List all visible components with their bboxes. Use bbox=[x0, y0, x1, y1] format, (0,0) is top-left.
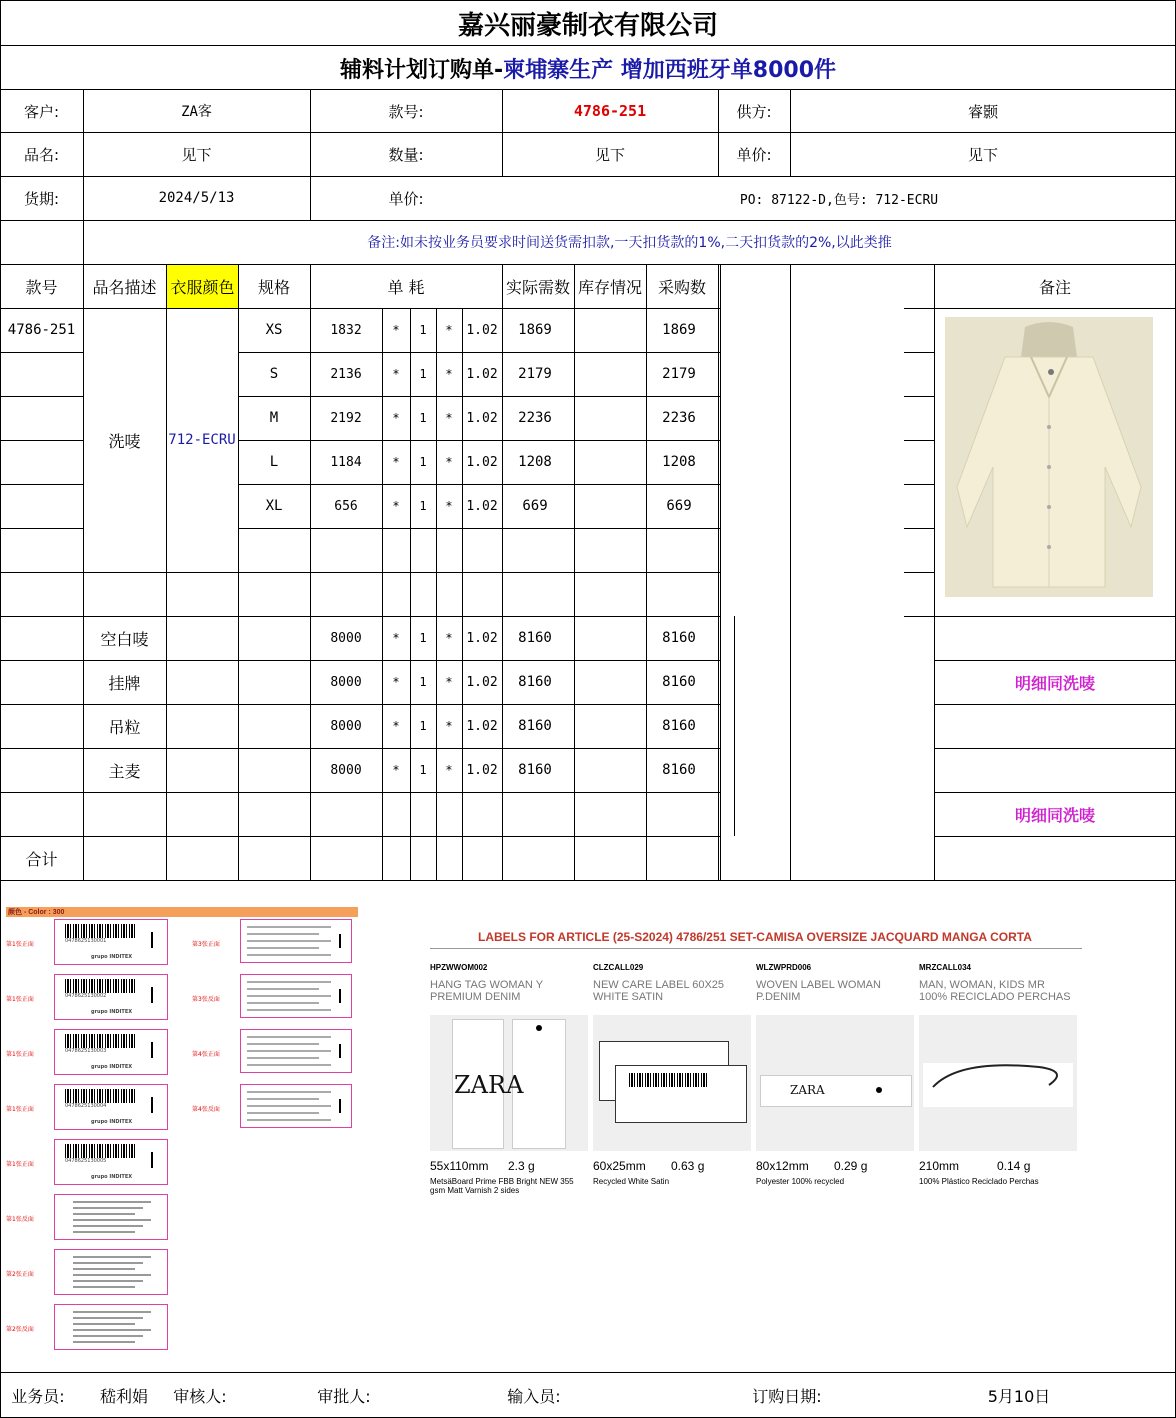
multiply-sign: * bbox=[445, 499, 453, 513]
article-code: MRZCALL034 bbox=[919, 963, 972, 972]
col-color: 衣服颜色 bbox=[167, 265, 238, 308]
barcode-number: 0478625130004 bbox=[65, 1103, 107, 1109]
zara-logo: ZARA bbox=[790, 1083, 825, 1097]
article-name-2: PREMIUM DENIM bbox=[430, 991, 521, 1003]
rate-cell: 1.02 bbox=[466, 762, 498, 778]
garment-photo bbox=[945, 317, 1153, 597]
size-cell: M bbox=[269, 410, 279, 426]
sales-value: 嵇利娟 bbox=[99, 1386, 148, 1406]
article-labels-image bbox=[384, 905, 1124, 1240]
article-material-2: gsm Matt Varnish 2 sides bbox=[430, 1186, 520, 1195]
label-side-text: 第3张正面 bbox=[192, 941, 220, 948]
factor-cell: 1 bbox=[419, 631, 427, 645]
label-card bbox=[54, 1029, 168, 1075]
article-name-2: WHITE SATIN bbox=[593, 991, 664, 1003]
actual-qty-cell: 8160 bbox=[518, 674, 552, 690]
article-size: 55x110mm bbox=[430, 1159, 489, 1173]
label-card bbox=[54, 1304, 168, 1350]
article-size: 60x25mm bbox=[593, 1159, 646, 1173]
purchase-qty-cell: 669 bbox=[666, 498, 692, 514]
multiply-sign: * bbox=[445, 367, 453, 381]
label-sheet-image bbox=[2, 883, 358, 1361]
rate-cell: 1.02 bbox=[466, 630, 498, 646]
article-weight: 0.14 g bbox=[997, 1159, 1031, 1173]
purchase-qty-cell: 2236 bbox=[662, 410, 696, 426]
barcode bbox=[65, 924, 135, 938]
brand-text: grupo INDITEX bbox=[91, 1064, 133, 1070]
label-card bbox=[240, 919, 352, 963]
article-name-1: WOVEN LABEL WOMAN bbox=[756, 979, 881, 991]
order-qty-cell: 1184 bbox=[330, 454, 362, 470]
multiply-sign: * bbox=[445, 455, 453, 469]
multiply-sign: * bbox=[392, 323, 400, 337]
article-preview bbox=[593, 1015, 751, 1151]
purchase-qty-cell: 8160 bbox=[662, 674, 696, 690]
article-material-1: Recycled White Satin bbox=[593, 1177, 670, 1186]
purchase-qty-cell: 8160 bbox=[662, 762, 696, 778]
multiply-sign: * bbox=[445, 631, 453, 645]
article-weight: 0.63 g bbox=[671, 1159, 705, 1173]
article-name-1: NEW CARE LABEL 60X25 bbox=[593, 979, 725, 991]
label-card bbox=[54, 974, 168, 1020]
label-side-text: 第3张反面 bbox=[192, 996, 220, 1003]
col-style: 款号 bbox=[25, 277, 58, 297]
actual-qty-cell: 8160 bbox=[518, 718, 552, 734]
article-size: 210mm bbox=[919, 1159, 960, 1173]
label-card bbox=[54, 1084, 168, 1130]
multiply-sign: * bbox=[392, 367, 400, 381]
approver-label: 审批人: bbox=[317, 1386, 371, 1406]
barcode bbox=[65, 1034, 135, 1048]
article-name-2: 100% RECICLADO PERCHAS bbox=[919, 991, 1071, 1003]
article-material-1: MetsäBoard Prime FBB Bright NEW 355 bbox=[430, 1177, 574, 1186]
label-card bbox=[54, 1139, 168, 1185]
supplier-value: 睿颢 bbox=[967, 102, 998, 121]
sales-label: 业务员: bbox=[11, 1386, 65, 1406]
article-title: LABELS FOR ARTICLE (25-S2024) 4786/251 SET-CAMISA OVERSIZE JACQUARD MANGA CORTA bbox=[478, 930, 1032, 944]
article-weight: 0.29 g bbox=[834, 1159, 868, 1173]
factor-cell: 1 bbox=[419, 367, 427, 381]
order-qty-cell: 2192 bbox=[330, 410, 362, 426]
multiply-sign: * bbox=[392, 499, 400, 513]
article-preview bbox=[430, 1015, 588, 1151]
company-title: 嘉兴丽豪制衣有限公司 bbox=[457, 10, 718, 41]
unit-price-value: 见下 bbox=[967, 145, 998, 164]
product-label: 品名: bbox=[23, 145, 60, 164]
multiply-sign: * bbox=[445, 763, 453, 777]
delivery-label: 货期: bbox=[23, 189, 60, 208]
order-title bbox=[0, 46, 1176, 90]
size-cell: L bbox=[269, 454, 279, 470]
reviewer-label: 审核人: bbox=[173, 1386, 227, 1406]
barcode-number: 0478625130005 bbox=[65, 1158, 107, 1164]
qty-value: 见下 bbox=[594, 145, 625, 164]
label-side-text: 第2张正面 bbox=[6, 1271, 34, 1278]
rate-cell: 1.02 bbox=[466, 498, 498, 514]
brand-text: grupo INDITEX bbox=[91, 1174, 133, 1180]
rate-cell: 1.02 bbox=[466, 718, 498, 734]
order-qty-cell: 8000 bbox=[330, 762, 362, 778]
article-material-1: Polyester 100% recycled bbox=[756, 1177, 845, 1186]
supplier-label: 供方: bbox=[736, 102, 772, 121]
purchase-qty-cell: 1869 bbox=[662, 322, 696, 338]
qty-label: 数量: bbox=[388, 145, 424, 164]
multiply-sign: * bbox=[392, 675, 400, 689]
multiply-sign: * bbox=[392, 411, 400, 425]
article-material-1: 100% Plástico Reciclado Perchas bbox=[919, 1177, 1039, 1186]
label-side-text: 第1张正面 bbox=[6, 1106, 34, 1113]
color-header: 颜色 - Color : 300 bbox=[8, 909, 65, 916]
note-text: 备注:如未按业务员要求时间送货需扣款,一天扣货款的1%,二天扣货款的2%,以此类推 bbox=[367, 235, 892, 251]
order-qty-cell: 8000 bbox=[330, 674, 362, 690]
col-desc: 品名描述 bbox=[92, 277, 157, 297]
extra-remark: 明细同洗唛 bbox=[1014, 805, 1095, 825]
label-card bbox=[54, 1194, 168, 1240]
actual-qty-cell: 1869 bbox=[518, 322, 552, 338]
col-size: 规格 bbox=[257, 277, 290, 297]
actual-qty-cell: 2179 bbox=[518, 366, 552, 382]
purchase-qty-cell: 8160 bbox=[662, 718, 696, 734]
item-remark-cell: 明细同洗唛 bbox=[1014, 673, 1095, 693]
label-side-text: 第1张正面 bbox=[6, 1051, 34, 1058]
unit-price-label: 单价: bbox=[736, 145, 772, 164]
col-consumption: 单 耗 bbox=[387, 277, 425, 297]
label-side-text: 第1张正面 bbox=[6, 1161, 34, 1168]
main-style-no: 4786-251 bbox=[7, 322, 76, 338]
item-desc-cell: 空白唛 bbox=[100, 629, 149, 649]
article-size: 80x12mm bbox=[756, 1159, 809, 1173]
article-code: HPZWWOM002 bbox=[430, 963, 488, 972]
barcode-number: 0478625130002 bbox=[65, 993, 107, 999]
delivery-value: 2024/5/13 bbox=[158, 190, 235, 206]
multiply-sign: * bbox=[445, 411, 453, 425]
actual-qty-cell: 8160 bbox=[518, 630, 552, 646]
actual-qty-cell: 669 bbox=[522, 498, 548, 514]
multiply-sign: * bbox=[445, 323, 453, 337]
multiply-sign: * bbox=[392, 763, 400, 777]
purchase-qty-cell: 2179 bbox=[662, 366, 696, 382]
article-name-2: P.DENIM bbox=[756, 991, 801, 1003]
rate-cell: 1.02 bbox=[466, 454, 498, 470]
factor-cell: 1 bbox=[419, 675, 427, 689]
multiply-sign: * bbox=[392, 455, 400, 469]
customer-label: 客户: bbox=[23, 102, 60, 121]
multiply-sign: * bbox=[445, 675, 453, 689]
purchase-qty-cell: 8160 bbox=[662, 630, 696, 646]
actual-qty-cell: 2236 bbox=[518, 410, 552, 426]
article-name-1: HANG TAG WOMAN Y bbox=[430, 979, 544, 991]
order-title-prefix: 辅料计划订购单- bbox=[339, 57, 504, 83]
rate-cell: 1.02 bbox=[466, 322, 498, 338]
order-qty-cell: 8000 bbox=[330, 630, 362, 646]
label-side-text: 第4张正面 bbox=[192, 1051, 220, 1058]
article-weight: 2.3 g bbox=[508, 1159, 535, 1173]
order-date-value: 5月10日 bbox=[987, 1386, 1051, 1406]
multiply-sign: * bbox=[445, 719, 453, 733]
label-card bbox=[54, 919, 168, 965]
style-value: 4786-251 bbox=[573, 102, 647, 120]
brand-text: grupo INDITEX bbox=[91, 954, 133, 960]
order-qty-cell: 656 bbox=[334, 498, 358, 514]
total-label: 合计 bbox=[25, 849, 58, 869]
article-preview bbox=[919, 1015, 1077, 1151]
product-value: 见下 bbox=[181, 145, 212, 164]
factor-cell: 1 bbox=[419, 455, 427, 469]
order-date-label: 订购日期: bbox=[752, 1386, 822, 1406]
factor-cell: 1 bbox=[419, 323, 427, 337]
item-desc-cell: 挂牌 bbox=[108, 673, 141, 693]
item-desc-cell: 主麦 bbox=[108, 761, 141, 781]
barcode-number: 0478625130003 bbox=[65, 1048, 107, 1054]
main-color: 712-ECRU bbox=[168, 432, 236, 448]
brand-text: grupo INDITEX bbox=[91, 1009, 133, 1015]
price-label-2: 单价: bbox=[388, 189, 424, 208]
entry-label: 输入员: bbox=[507, 1386, 561, 1406]
label-card bbox=[240, 1029, 352, 1073]
rate-cell: 1.02 bbox=[466, 410, 498, 426]
order-qty-cell: 1832 bbox=[330, 322, 362, 338]
label-side-text: 第4张反面 bbox=[192, 1106, 220, 1113]
label-side-text: 第1张正面 bbox=[6, 996, 34, 1003]
label-card bbox=[240, 1084, 352, 1128]
barcode-number: 0478625130001 bbox=[65, 938, 107, 944]
multiply-sign: * bbox=[392, 719, 400, 733]
article-code: WLZWPRD006 bbox=[756, 963, 812, 972]
article-code: CLZCALL029 bbox=[593, 963, 644, 972]
label-side-text: 第1张反面 bbox=[6, 1216, 34, 1223]
factor-cell: 1 bbox=[419, 499, 427, 513]
brand-text: grupo INDITEX bbox=[91, 1119, 133, 1125]
size-cell: XS bbox=[265, 322, 283, 338]
main-desc: 洗唛 bbox=[108, 431, 141, 451]
factor-cell: 1 bbox=[419, 411, 427, 425]
order-qty-cell: 2136 bbox=[330, 366, 362, 382]
col-purchase: 采购数 bbox=[657, 277, 706, 297]
customer-value: ZA客 bbox=[181, 104, 212, 120]
barcode bbox=[65, 1089, 135, 1103]
zara-logo: ZARA bbox=[454, 1071, 524, 1099]
po-value: PO: 87122-D,色号: 712-ECRU bbox=[739, 192, 939, 208]
item-desc-cell: 吊粒 bbox=[108, 717, 141, 737]
label-side-text: 第2张反面 bbox=[6, 1326, 34, 1333]
factor-cell: 1 bbox=[419, 763, 427, 777]
order-qty-cell: 8000 bbox=[330, 718, 362, 734]
size-cell: XL bbox=[265, 498, 283, 514]
label-side-text: 第1张正面 bbox=[6, 941, 34, 948]
article-name-1: MAN, WOMAN, KIDS MR bbox=[919, 979, 1045, 991]
barcode bbox=[65, 1144, 135, 1158]
rate-cell: 1.02 bbox=[466, 674, 498, 690]
actual-qty-cell: 8160 bbox=[518, 762, 552, 778]
article-preview bbox=[756, 1015, 914, 1151]
col-actual: 实际需数 bbox=[505, 277, 570, 297]
barcode bbox=[65, 979, 135, 993]
label-card bbox=[240, 974, 352, 1018]
col-remark: 备注 bbox=[1038, 277, 1071, 297]
rate-cell: 1.02 bbox=[466, 366, 498, 382]
factor-cell: 1 bbox=[419, 719, 427, 733]
size-cell: S bbox=[269, 366, 279, 382]
purchase-qty-cell: 1208 bbox=[662, 454, 696, 470]
multiply-sign: * bbox=[392, 631, 400, 645]
label-card bbox=[54, 1249, 168, 1295]
style-label: 款号: bbox=[388, 102, 424, 121]
actual-qty-cell: 1208 bbox=[518, 454, 552, 470]
order-title-highlight: 柬埔寨生产 增加西班牙单8000件 bbox=[503, 57, 837, 83]
col-stock: 库存情况 bbox=[577, 277, 642, 297]
